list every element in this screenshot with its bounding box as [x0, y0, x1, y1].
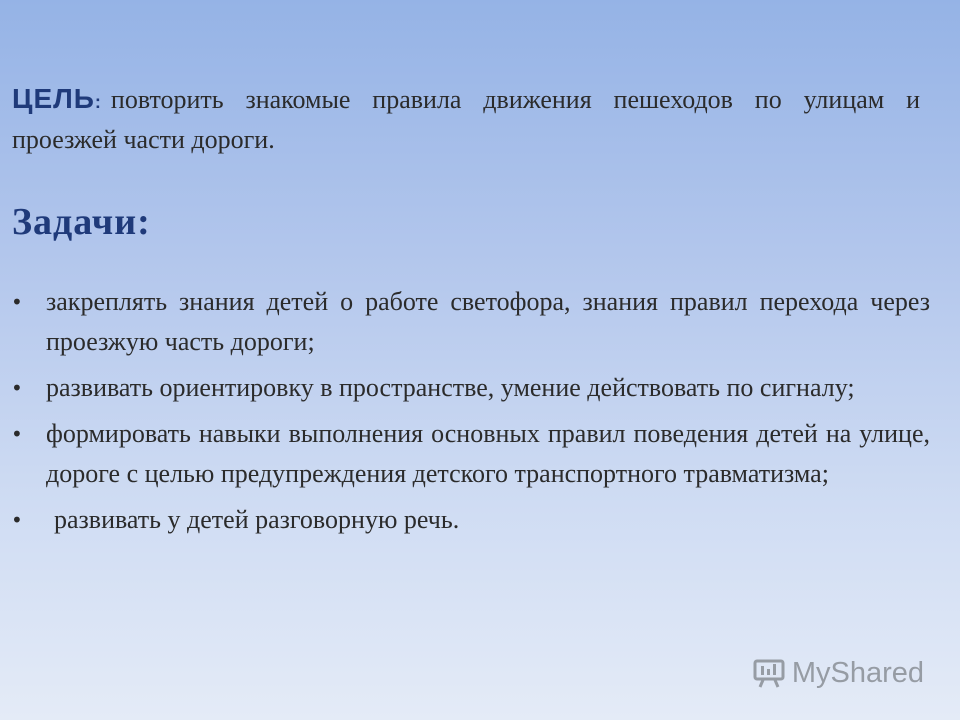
goal-paragraph [12, 80, 920, 158]
task-item: • формировать навыки выполнения основных правил поведения детей на улице, дороге с целью предупреждения детского транспортного травматизма; [0, 414, 930, 494]
tasks-heading: Задачи: [12, 201, 151, 243]
watermark-text: MyShared [791, 657, 924, 689]
goal-text: повторить знакомые правила движения пешеходов по улицам и проезжей части дороги. [12, 85, 920, 154]
tasks-list [0, 282, 930, 540]
presentation-board-icon [752, 659, 786, 689]
watermark-logo [752, 657, 924, 690]
task-item: • развивать ориентировку в пространстве, умение действовать по сигналу; [0, 368, 930, 408]
goal-label: ЦЕЛЬ [12, 83, 95, 114]
task-item: • развивать у детей разговорную речь. [0, 500, 930, 540]
goal-colon: : [94, 92, 101, 112]
task-item: • закреплять знания детей о работе светофора, знания правил перехода через проезжую часть дороги; [0, 282, 930, 362]
